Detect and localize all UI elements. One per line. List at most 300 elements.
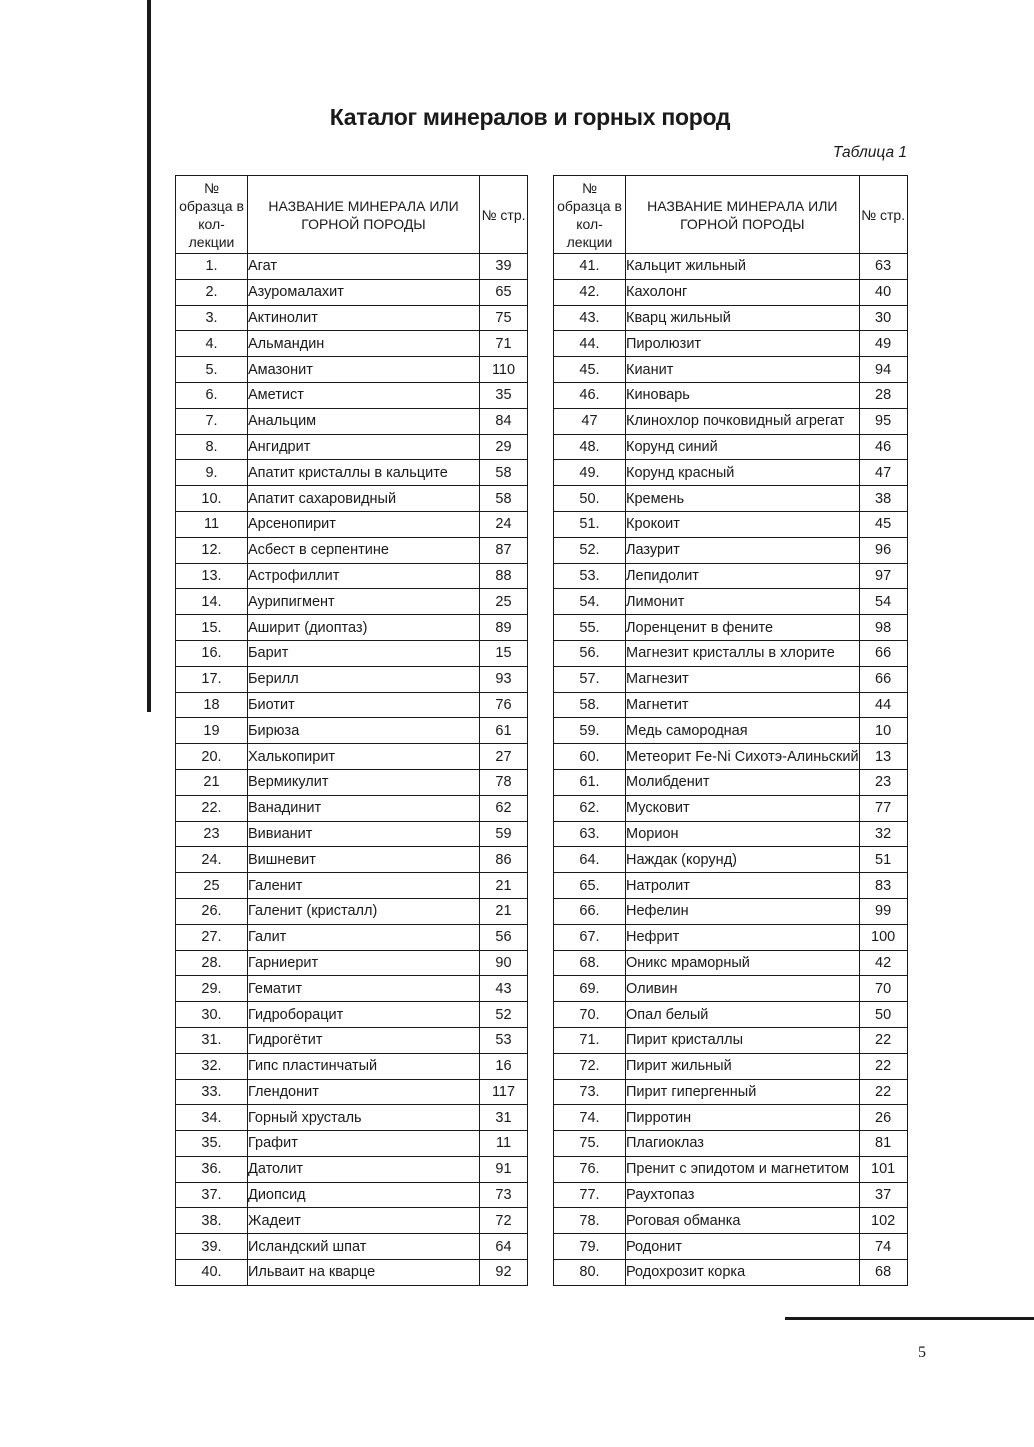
table-row — [554, 331, 908, 357]
page-ref: 84 — [480, 408, 528, 434]
page-ref: 94 — [859, 357, 907, 383]
table-row — [554, 511, 908, 537]
mineral-name: Мусковит — [626, 795, 860, 821]
sample-number: 33. — [176, 1079, 248, 1105]
table-row — [176, 847, 528, 873]
page-ref: 102 — [859, 1208, 907, 1234]
sample-number: 43. — [554, 305, 626, 331]
mineral-name: Ильваит на кварце — [248, 1260, 480, 1286]
table-row — [176, 305, 528, 331]
page-ref: 26 — [859, 1105, 907, 1131]
page-ref: 30 — [859, 305, 907, 331]
page-ref: 61 — [480, 718, 528, 744]
mineral-name: Гематит — [248, 976, 480, 1002]
header-sample-number: № образца в кол-лекции — [554, 176, 626, 254]
table-label: Таблица 1 — [832, 144, 907, 161]
table-row — [554, 1131, 908, 1157]
sample-number: 47 — [554, 408, 626, 434]
sample-number: 75. — [554, 1131, 626, 1157]
sample-number: 23 — [176, 821, 248, 847]
page-ref: 97 — [859, 563, 907, 589]
sample-number: 5. — [176, 357, 248, 383]
table-row — [554, 589, 908, 615]
table-row — [176, 486, 528, 512]
page-ref: 21 — [480, 898, 528, 924]
mineral-name: Аметист — [248, 382, 480, 408]
page-ref: 15 — [480, 640, 528, 666]
table-row — [176, 1234, 528, 1260]
sample-number: 12. — [176, 537, 248, 563]
page-ref: 40 — [859, 279, 907, 305]
header-page-number: № стр. — [480, 176, 528, 254]
mineral-name: Халькопирит — [248, 744, 480, 770]
mineral-name: Натролит — [626, 873, 860, 899]
table-row — [176, 821, 528, 847]
catalog-table-right — [553, 175, 908, 1286]
page-ref: 38 — [859, 486, 907, 512]
mineral-name: Вермикулит — [248, 769, 480, 795]
sample-number: 67. — [554, 924, 626, 950]
sample-number: 63. — [554, 821, 626, 847]
page-ref: 90 — [480, 950, 528, 976]
table-row — [176, 408, 528, 434]
sample-number: 60. — [554, 744, 626, 770]
table-row — [176, 1079, 528, 1105]
sample-number: 9. — [176, 460, 248, 486]
page-ref: 58 — [480, 486, 528, 512]
mineral-name: Лепидолит — [626, 563, 860, 589]
mineral-name: Исландский шпат — [248, 1234, 480, 1260]
table-row — [176, 640, 528, 666]
mineral-name: Кварц жильный — [626, 305, 860, 331]
sample-number: 42. — [554, 279, 626, 305]
sample-number: 20. — [176, 744, 248, 770]
page-ref: 70 — [859, 976, 907, 1002]
table-row — [176, 434, 528, 460]
table-row — [554, 976, 908, 1002]
page-ref: 32 — [859, 821, 907, 847]
mineral-name: Асбест в серпентине — [248, 537, 480, 563]
table-row — [554, 666, 908, 692]
sample-number: 71. — [554, 1027, 626, 1053]
table-row — [554, 924, 908, 950]
mineral-name: Лазурит — [626, 537, 860, 563]
sample-number: 7. — [176, 408, 248, 434]
table-row — [176, 537, 528, 563]
page-ref: 46 — [859, 434, 907, 460]
page-ref: 25 — [480, 589, 528, 615]
sample-number: 58. — [554, 692, 626, 718]
sample-number: 57. — [554, 666, 626, 692]
sample-number: 69. — [554, 976, 626, 1002]
sample-number: 50. — [554, 486, 626, 512]
table-row — [554, 305, 908, 331]
page-ref: 96 — [859, 537, 907, 563]
page-ref: 45 — [859, 511, 907, 537]
mineral-name: Галенит — [248, 873, 480, 899]
page-ref: 83 — [859, 873, 907, 899]
sample-number: 29. — [176, 976, 248, 1002]
mineral-name: Корунд красный — [626, 460, 860, 486]
table-row — [554, 1208, 908, 1234]
page-ref: 110 — [480, 357, 528, 383]
table-row — [176, 279, 528, 305]
mineral-name: Ангидрит — [248, 434, 480, 460]
sample-number: 26. — [176, 898, 248, 924]
sample-number: 3. — [176, 305, 248, 331]
mineral-name: Пирит кристаллы — [626, 1027, 860, 1053]
sample-number: 34. — [176, 1105, 248, 1131]
mineral-name: Наждак (корунд) — [626, 847, 860, 873]
page-ref: 101 — [859, 1156, 907, 1182]
sample-number: 46. — [554, 382, 626, 408]
sample-number: 28. — [176, 950, 248, 976]
table-row — [554, 1027, 908, 1053]
page-ref: 49 — [859, 331, 907, 357]
page-ref: 71 — [480, 331, 528, 357]
page-ref: 98 — [859, 615, 907, 641]
header-mineral-name: НАЗВАНИЕ МИНЕРАЛА ИЛИ ГОРНОЙ ПОРОДЫ — [626, 176, 860, 254]
table-row — [176, 1027, 528, 1053]
table-row — [554, 821, 908, 847]
mineral-name: Апатит сахаровидный — [248, 486, 480, 512]
mineral-name: Опал белый — [626, 1002, 860, 1028]
mineral-name: Амазонит — [248, 357, 480, 383]
mineral-name: Диопсид — [248, 1182, 480, 1208]
sample-number: 56. — [554, 640, 626, 666]
mineral-name: Родонит — [626, 1234, 860, 1260]
table-row — [554, 1053, 908, 1079]
table-row — [176, 589, 528, 615]
table-row — [176, 254, 528, 280]
mineral-name: Магнезит кристаллы в хлорите — [626, 640, 860, 666]
mineral-name: Нефелин — [626, 898, 860, 924]
sample-number: 76. — [554, 1156, 626, 1182]
page-ref: 54 — [859, 589, 907, 615]
mineral-name: Глендонит — [248, 1079, 480, 1105]
page-ref: 68 — [859, 1260, 907, 1286]
sample-number: 73. — [554, 1079, 626, 1105]
table-row — [176, 1260, 528, 1286]
page-ref: 37 — [859, 1182, 907, 1208]
footer-rule — [785, 1317, 1034, 1320]
sample-number: 72. — [554, 1053, 626, 1079]
sample-number: 1. — [176, 254, 248, 280]
table-row — [554, 769, 908, 795]
sample-number: 39. — [176, 1234, 248, 1260]
table-row — [176, 615, 528, 641]
page-ref: 95 — [859, 408, 907, 434]
page-ref: 74 — [859, 1234, 907, 1260]
mineral-name: Нефрит — [626, 924, 860, 950]
table-row — [176, 769, 528, 795]
sample-number: 18 — [176, 692, 248, 718]
sample-number: 55. — [554, 615, 626, 641]
mineral-name: Пренит с эпидотом и магнетитом — [626, 1156, 860, 1182]
sample-number: 62. — [554, 795, 626, 821]
page-ref: 58 — [480, 460, 528, 486]
sample-number: 51. — [554, 511, 626, 537]
page-ref: 22 — [859, 1027, 907, 1053]
table-row — [554, 460, 908, 486]
header-sample-number: № образца в кол-лекции — [176, 176, 248, 254]
page-number: 5 — [918, 1344, 926, 1361]
page-ref: 89 — [480, 615, 528, 641]
page-ref: 23 — [859, 769, 907, 795]
page-ref: 75 — [480, 305, 528, 331]
mineral-name: Берилл — [248, 666, 480, 692]
header-page-number: № стр. — [859, 176, 907, 254]
page-ref: 53 — [480, 1027, 528, 1053]
mineral-name: Альмандин — [248, 331, 480, 357]
table-row — [554, 744, 908, 770]
page-ref: 78 — [480, 769, 528, 795]
mineral-name: Бирюза — [248, 718, 480, 744]
mineral-name: Корунд синий — [626, 434, 860, 460]
mineral-name: Пиролюзит — [626, 331, 860, 357]
table-row — [176, 1053, 528, 1079]
mineral-name: Вивианит — [248, 821, 480, 847]
table-row — [176, 718, 528, 744]
sample-number: 54. — [554, 589, 626, 615]
mineral-name: Пирротин — [626, 1105, 860, 1131]
page-ref: 31 — [480, 1105, 528, 1131]
mineral-name: Арсенопирит — [248, 511, 480, 537]
table-row — [176, 1105, 528, 1131]
sample-number: 45. — [554, 357, 626, 383]
page-ref: 72 — [480, 1208, 528, 1234]
page-ref: 76 — [480, 692, 528, 718]
table-header-row — [176, 176, 528, 254]
page-ref: 24 — [480, 511, 528, 537]
sample-number: 59. — [554, 718, 626, 744]
page-ref: 44 — [859, 692, 907, 718]
sample-number: 37. — [176, 1182, 248, 1208]
mineral-name: Вишневит — [248, 847, 480, 873]
mineral-name: Апатит кристаллы в кальците — [248, 460, 480, 486]
table-row — [554, 615, 908, 641]
sample-number: 6. — [176, 382, 248, 408]
sample-number: 41. — [554, 254, 626, 280]
page-ref: 16 — [480, 1053, 528, 1079]
page-ref: 29 — [480, 434, 528, 460]
table-row — [176, 357, 528, 383]
table-row — [554, 692, 908, 718]
sample-number: 27. — [176, 924, 248, 950]
catalog-rows-left — [176, 254, 528, 1286]
page-ref: 42 — [859, 950, 907, 976]
mineral-name: Галит — [248, 924, 480, 950]
mineral-name: Морион — [626, 821, 860, 847]
table-row — [176, 898, 528, 924]
mineral-name: Родохрозит корка — [626, 1260, 860, 1286]
sample-number: 48. — [554, 434, 626, 460]
sample-number: 65. — [554, 873, 626, 899]
table-row — [554, 254, 908, 280]
page-ref: 21 — [480, 873, 528, 899]
table-row — [176, 1156, 528, 1182]
page-ref: 66 — [859, 666, 907, 692]
mineral-name: Ванадинит — [248, 795, 480, 821]
sample-number: 4. — [176, 331, 248, 357]
sample-number: 8. — [176, 434, 248, 460]
table-row — [554, 537, 908, 563]
page-ref: 73 — [480, 1182, 528, 1208]
mineral-name: Барит — [248, 640, 480, 666]
table-row — [176, 1131, 528, 1157]
mineral-name: Кремень — [626, 486, 860, 512]
sample-number: 40. — [176, 1260, 248, 1286]
sample-number: 52. — [554, 537, 626, 563]
page-ref: 93 — [480, 666, 528, 692]
mineral-name: Раухтопаз — [626, 1182, 860, 1208]
table-row — [554, 640, 908, 666]
table-row — [554, 847, 908, 873]
sample-number: 79. — [554, 1234, 626, 1260]
table-row — [176, 873, 528, 899]
page-ref: 35 — [480, 382, 528, 408]
page-ref: 13 — [859, 744, 907, 770]
page-ref: 39 — [480, 254, 528, 280]
table-row — [554, 1156, 908, 1182]
mineral-name: Аширит (диоптаз) — [248, 615, 480, 641]
sample-number: 2. — [176, 279, 248, 305]
page-ref: 91 — [480, 1156, 528, 1182]
sample-number: 11 — [176, 511, 248, 537]
mineral-name: Медь самородная — [626, 718, 860, 744]
table-row — [554, 1002, 908, 1028]
mineral-name: Кахолонг — [626, 279, 860, 305]
table-row — [176, 950, 528, 976]
table-row — [176, 460, 528, 486]
table-row — [554, 795, 908, 821]
page-ref: 63 — [859, 254, 907, 280]
table-row — [176, 1002, 528, 1028]
mineral-name: Гарниерит — [248, 950, 480, 976]
sample-number: 16. — [176, 640, 248, 666]
mineral-name: Оникс мраморный — [626, 950, 860, 976]
page-ref: 43 — [480, 976, 528, 1002]
mineral-name: Графит — [248, 1131, 480, 1157]
mineral-name: Магнетит — [626, 692, 860, 718]
table-row — [554, 1079, 908, 1105]
page-ref: 87 — [480, 537, 528, 563]
mineral-name: Лоренценит в фените — [626, 615, 860, 641]
header-mineral-name: НАЗВАНИЕ МИНЕРАЛА ИЛИ ГОРНОЙ ПОРОДЫ — [248, 176, 480, 254]
table-row — [176, 692, 528, 718]
mineral-name: Оливин — [626, 976, 860, 1002]
sample-number: 44. — [554, 331, 626, 357]
table-row — [554, 1234, 908, 1260]
table-row — [554, 486, 908, 512]
mineral-name: Пирит гипергенный — [626, 1079, 860, 1105]
page-ref: 86 — [480, 847, 528, 873]
sample-number: 78. — [554, 1208, 626, 1234]
sample-number: 21 — [176, 769, 248, 795]
table-row — [554, 1105, 908, 1131]
mineral-name: Молибденит — [626, 769, 860, 795]
page-ref: 11 — [480, 1131, 528, 1157]
sample-number: 35. — [176, 1131, 248, 1157]
page-ref: 27 — [480, 744, 528, 770]
sample-number: 30. — [176, 1002, 248, 1028]
table-row — [554, 1182, 908, 1208]
mineral-name: Лимонит — [626, 589, 860, 615]
page-ref: 56 — [480, 924, 528, 950]
table-row — [554, 950, 908, 976]
mineral-name: Астрофиллит — [248, 563, 480, 589]
page-ref: 50 — [859, 1002, 907, 1028]
catalog-rows-right — [554, 254, 908, 1286]
table-row — [176, 563, 528, 589]
mineral-name: Киноварь — [626, 382, 860, 408]
sample-number: 31. — [176, 1027, 248, 1053]
page-ref: 81 — [859, 1131, 907, 1157]
sample-number: 19 — [176, 718, 248, 744]
table-row — [554, 563, 908, 589]
catalog-table-left — [175, 175, 528, 1286]
sample-number: 24. — [176, 847, 248, 873]
mineral-name: Гидроборацит — [248, 1002, 480, 1028]
table-row — [554, 382, 908, 408]
sample-number: 74. — [554, 1105, 626, 1131]
page-ref: 100 — [859, 924, 907, 950]
sample-number: 15. — [176, 615, 248, 641]
table-header-row — [554, 176, 908, 254]
mineral-name: Метеорит Fe-Ni Сихотэ-Алиньский — [626, 744, 860, 770]
page-ref: 59 — [480, 821, 528, 847]
page-ref: 88 — [480, 563, 528, 589]
table-row — [554, 279, 908, 305]
table-row — [176, 1208, 528, 1234]
sample-number: 10. — [176, 486, 248, 512]
table-row — [176, 795, 528, 821]
sample-number: 32. — [176, 1053, 248, 1079]
table-row — [554, 898, 908, 924]
page-ref: 51 — [859, 847, 907, 873]
sample-number: 14. — [176, 589, 248, 615]
table-row — [176, 744, 528, 770]
mineral-name: Горный хрусталь — [248, 1105, 480, 1131]
table-row — [176, 924, 528, 950]
sample-number: 17. — [176, 666, 248, 692]
page-ref: 10 — [859, 718, 907, 744]
table-row — [176, 511, 528, 537]
page-ref: 62 — [480, 795, 528, 821]
mineral-name: Азуромалахит — [248, 279, 480, 305]
mineral-name: Актинолит — [248, 305, 480, 331]
table-row — [554, 434, 908, 460]
page-ref: 52 — [480, 1002, 528, 1028]
page-ref: 22 — [859, 1079, 907, 1105]
mineral-name: Пирит жильный — [626, 1053, 860, 1079]
sample-number: 80. — [554, 1260, 626, 1286]
table-row — [554, 1260, 908, 1286]
mineral-name: Галенит (кристалл) — [248, 898, 480, 924]
mineral-name: Биотит — [248, 692, 480, 718]
sample-number: 22. — [176, 795, 248, 821]
mineral-name: Кальцит жильный — [626, 254, 860, 280]
page-title: Каталог минералов и горных пород — [329, 104, 731, 130]
mineral-name: Роговая обманка — [626, 1208, 860, 1234]
page-ref: 99 — [859, 898, 907, 924]
mineral-name: Гидрогётит — [248, 1027, 480, 1053]
table-row — [176, 331, 528, 357]
table-row — [554, 718, 908, 744]
table-row — [176, 666, 528, 692]
page-ref: 28 — [859, 382, 907, 408]
page-ref: 47 — [859, 460, 907, 486]
